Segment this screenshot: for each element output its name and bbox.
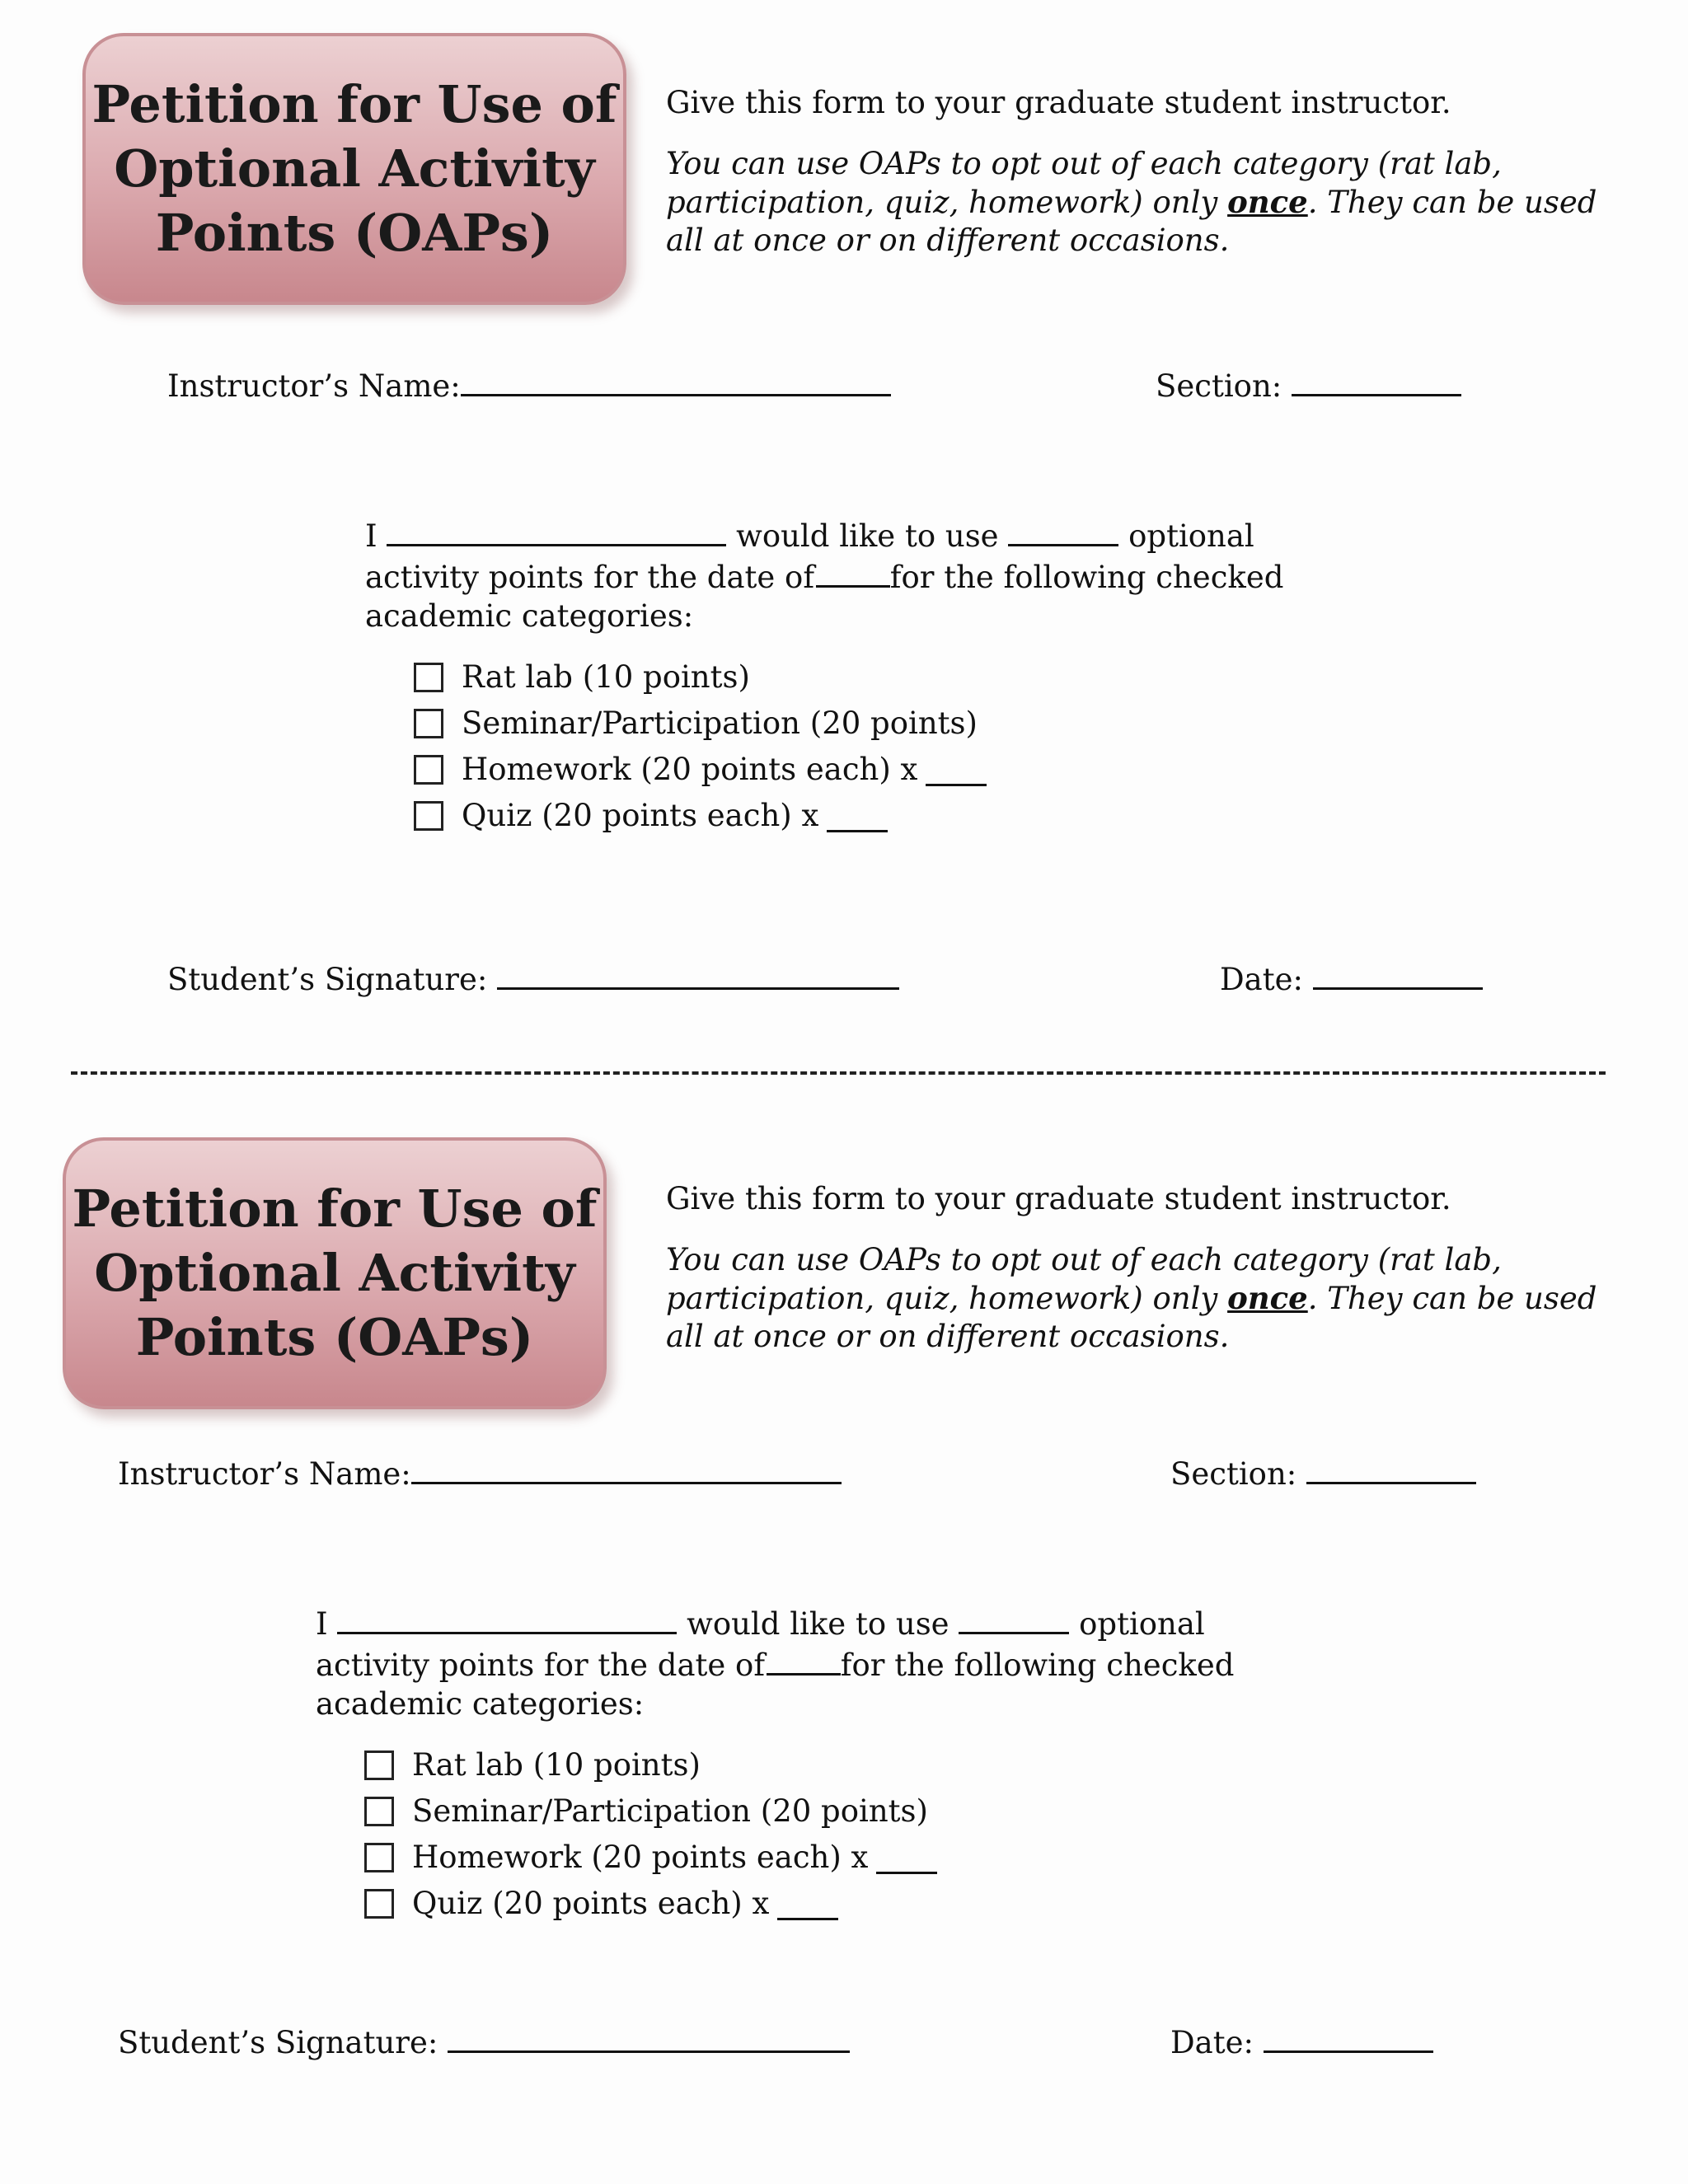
petition-form-1	[0, 0, 1688, 1071]
petition-use-text: would like to use	[687, 1606, 950, 1642]
instructor-name-field[interactable]	[461, 364, 891, 396]
date-row	[1220, 958, 1483, 1001]
category-label: Rat lab (10 points)	[462, 659, 750, 695]
date-of-field[interactable]	[767, 1643, 841, 1675]
signature-row	[118, 2021, 850, 2064]
signature-field[interactable]	[497, 958, 899, 990]
homework-checkbox[interactable]	[414, 755, 443, 785]
cut-line-divider	[71, 1071, 1606, 1075]
date-field[interactable]	[1313, 958, 1483, 990]
section-field[interactable]	[1292, 364, 1461, 396]
petition-form-2	[0, 1096, 1688, 2168]
category-label: Seminar/Participation (20 points)	[412, 1793, 928, 1829]
petition-activity-text: activity points for the date of	[316, 1647, 766, 1683]
category-quiz	[364, 1881, 937, 1927]
rat-lab-checkbox[interactable]	[364, 1750, 394, 1780]
form-title-line: Points (OAPs)	[135, 1307, 534, 1367]
petition-activity-text: activity points for the date of	[365, 560, 815, 595]
form-title-line: Points (OAPs)	[155, 203, 554, 263]
petition-use-text: would like to use	[736, 518, 999, 554]
usage-note-part1: You can use OAPs to opt out of each category (rat lab, participation, quiz, homework) only	[666, 146, 1502, 220]
signature-label: Student’s Signature:	[118, 2025, 438, 2060]
form-title-line: Optional Activity	[94, 1243, 575, 1303]
section-field[interactable]	[1306, 1452, 1476, 1484]
instructions	[666, 1180, 1630, 1356]
instructor-name-row	[118, 1452, 842, 1495]
petition-i: I	[316, 1606, 328, 1642]
usage-note-part2: . They can be used all at once or on different occasions.	[666, 185, 1597, 258]
category-homework	[414, 747, 987, 793]
seminar-checkbox[interactable]	[364, 1797, 394, 1826]
section-row	[1156, 364, 1461, 407]
date-label: Date:	[1220, 962, 1303, 997]
homework-checkbox[interactable]	[364, 1843, 394, 1872]
form-title-line: Petition for Use of	[91, 74, 617, 134]
student-name-field[interactable]	[387, 514, 726, 546]
category-rat-lab	[364, 1742, 937, 1788]
petition-optional-text: optional	[1079, 1606, 1205, 1642]
usage-note-emphasis: once	[1227, 184, 1308, 220]
category-seminar	[414, 701, 987, 747]
category-label: Quiz (20 points each) x	[412, 1886, 770, 1921]
category-quiz	[414, 793, 987, 839]
section-label: Section:	[1156, 368, 1282, 404]
petition-following-text: for the following checked	[889, 560, 1284, 595]
form-title-box	[82, 33, 626, 305]
petition-i: I	[365, 518, 377, 554]
quiz-checkbox[interactable]	[414, 801, 443, 831]
petition-categories-text: academic categories:	[365, 598, 694, 634]
date-of-field[interactable]	[816, 555, 890, 588]
quiz-checkbox[interactable]	[364, 1889, 394, 1919]
instructions	[666, 84, 1630, 260]
category-homework	[364, 1835, 937, 1881]
form-title-line: Optional Activity	[114, 138, 595, 199]
instructor-name-field[interactable]	[411, 1452, 842, 1484]
section-label: Section:	[1170, 1456, 1297, 1492]
instruction-text: Give this form to your graduate student instructor.	[666, 1181, 1451, 1216]
petition-optional-text: optional	[1128, 518, 1254, 554]
petition-statement	[365, 514, 1284, 635]
category-label: Seminar/Participation (20 points)	[462, 705, 978, 741]
usage-note	[666, 1241, 1630, 1356]
points-count-field[interactable]	[959, 1602, 1069, 1634]
category-checklist	[414, 654, 987, 839]
rat-lab-checkbox[interactable]	[414, 663, 443, 692]
instructor-name-row	[167, 364, 891, 407]
date-field[interactable]	[1264, 2021, 1433, 2053]
seminar-checkbox[interactable]	[414, 709, 443, 738]
instructor-name-label: Instructor’s Name:	[118, 1456, 411, 1492]
category-label: Homework (20 points each) x	[462, 752, 918, 787]
petition-categories-text: academic categories:	[316, 1686, 645, 1722]
instructor-name-label: Instructor’s Name:	[167, 368, 461, 404]
instruction-text: Give this form to your graduate student instructor.	[666, 85, 1451, 120]
date-row	[1170, 2021, 1433, 2064]
usage-note-part1: You can use OAPs to opt out of each category (rat lab, participation, quiz, homework) only	[666, 1242, 1502, 1316]
category-rat-lab	[414, 654, 987, 701]
petition-statement	[316, 1602, 1235, 1723]
signature-label: Student’s Signature:	[167, 962, 488, 997]
form-title-box	[63, 1137, 607, 1409]
category-label: Homework (20 points each) x	[412, 1840, 869, 1875]
form-title-line: Petition for Use of	[72, 1179, 598, 1239]
usage-note-part2: . They can be used all at once or on different occasions.	[666, 1281, 1597, 1354]
quiz-count-field[interactable]	[777, 1888, 838, 1920]
signature-field[interactable]	[448, 2021, 850, 2053]
form-title	[91, 73, 617, 265]
usage-note-emphasis: once	[1227, 1280, 1308, 1316]
homework-count-field[interactable]	[876, 1842, 937, 1874]
homework-count-field[interactable]	[926, 754, 987, 786]
date-label: Date:	[1170, 2025, 1254, 2060]
form-title	[72, 1177, 597, 1370]
signature-row	[167, 958, 899, 1001]
category-label: Rat lab (10 points)	[412, 1747, 701, 1783]
quiz-count-field[interactable]	[827, 800, 888, 832]
student-name-field[interactable]	[337, 1602, 677, 1634]
category-seminar	[364, 1788, 937, 1835]
points-count-field[interactable]	[1008, 514, 1118, 546]
usage-note	[666, 145, 1630, 260]
petition-following-text: for the following checked	[840, 1647, 1235, 1683]
category-checklist	[364, 1742, 937, 1927]
section-row	[1170, 1452, 1476, 1495]
category-label: Quiz (20 points each) x	[462, 798, 819, 833]
